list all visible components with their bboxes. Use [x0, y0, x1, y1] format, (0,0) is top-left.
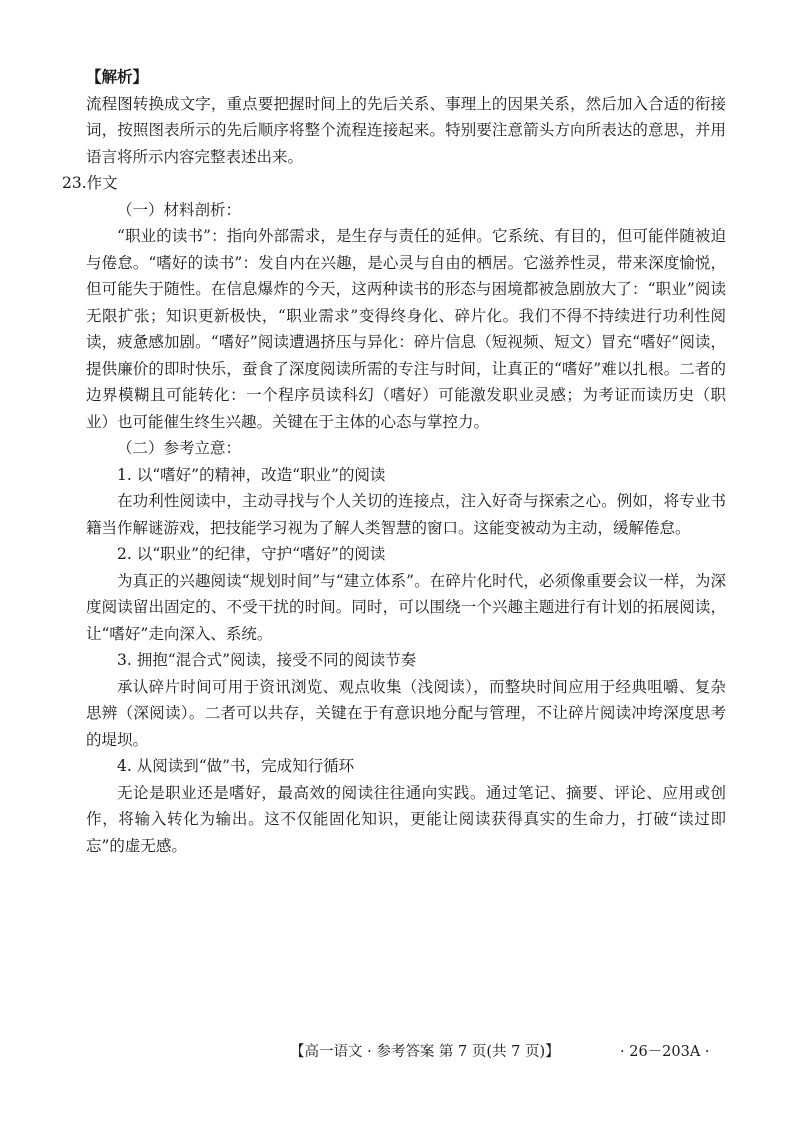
analysis-heading: 【解析】 [86, 67, 149, 86]
section-1-title: （一）材料剖析： [117, 200, 242, 219]
footer-code: · 26－203A · [620, 1044, 710, 1060]
point-4-title: 4. 从阅读到“做”书，完成知行循环 [117, 757, 355, 775]
footer-page-info: 【高一语文 · 参考答案 第 7 页(共 7 页)】 [290, 1044, 560, 1060]
analysis-text: 流程图转换成文字，重点要把握时间上的先后关系、事理上的因果关系，然后加入合适的衔接词，按照图表所示的先后顺序将整个流程连接起来。特别要注意箭头方向所表达的意思，并用语言将所示内容完整表述出来。 [86, 94, 726, 166]
point-3-title: 3. 拥抱“混合式”阅读，接受不同的阅读节奏 [117, 651, 417, 669]
page-footer [0, 1040, 800, 1064]
section-1-text: “职业的读书”：指向外部需求，是生存与责任的延伸。它系统、有目的，但可能伴随被迫与倦怠。“嗜好的读书”：发自内在兴趣，是心灵与自由的栖居。它滋养性灵，带来深度愉悦，但可能失于随性。在信息爆炸的今天，这两种读书的形态与困境都被急剧放大了：“职业”阅读无限扩张；知识更新极快，“职业需求”变得终身化、碎片化。我们不得不持续进行功利性阅读，疲惫感加剧。“嗜好”阅读遭遇挤压与异化：碎片信息（短视频、短文）冒充“嗜好”阅读，提供廉价的即时快乐，蚕食了深度阅读所需的专注与时间，让真正的“嗜好”难以扎根。二者的边界模糊且可能转化：一个程序员读科幻（嗜好）可能激发职业灵感；为考证而读历史（职业）也可能催生终生兴趣。关键在于主体的心态与掌控力。 [86, 227, 726, 431]
point-1-title: 1. 以“嗜好”的精神，改造“职业”的阅读 [117, 465, 386, 484]
question-23-title: 23.作文 [62, 174, 118, 192]
section-2-title: （二）参考立意： [117, 439, 242, 457]
page-content [62, 64, 726, 859]
point-4-text: 无论是职业还是嗜好，最高效的阅读往往通向实践。通过笔记、摘要、评论、应用或创作，将输入转化为输出。这不仅能固化知识，更能让阅读获得真实的生命力，打破“读过即忘”的虚无感。 [86, 783, 726, 855]
point-3-text: 承认碎片时间可用于资讯浏览、观点收集（浅阅读），而整块时间应用于经典咀嚼、复杂思辨（深阅读）。二者可以共存，关键在于有意识地分配与管理，不让碎片阅读冲垮深度思考的堤坝。 [86, 677, 726, 749]
point-2-text: 为真正的兴趣阅读“规划时间”与“建立体系”。在碎片化时代，必须像重要会议一样，为深度阅读留出固定的、不受干扰的时间。同时，可以围绕一个兴趣主题进行有计划的拓展阅读，让“嗜好”走向深入、系统。 [86, 571, 726, 643]
point-2-title: 2. 以“职业”的纪律，守护“嗜好”的阅读 [117, 545, 386, 563]
point-1-text: 在功利性阅读中，主动寻找与个人关切的连接点，注入好奇与探索之心。例如，将专业书籍当作解谜游戏，把技能学习视为了解人类智慧的窗口。这能变被动为主动，缓解倦怠。 [86, 492, 726, 537]
